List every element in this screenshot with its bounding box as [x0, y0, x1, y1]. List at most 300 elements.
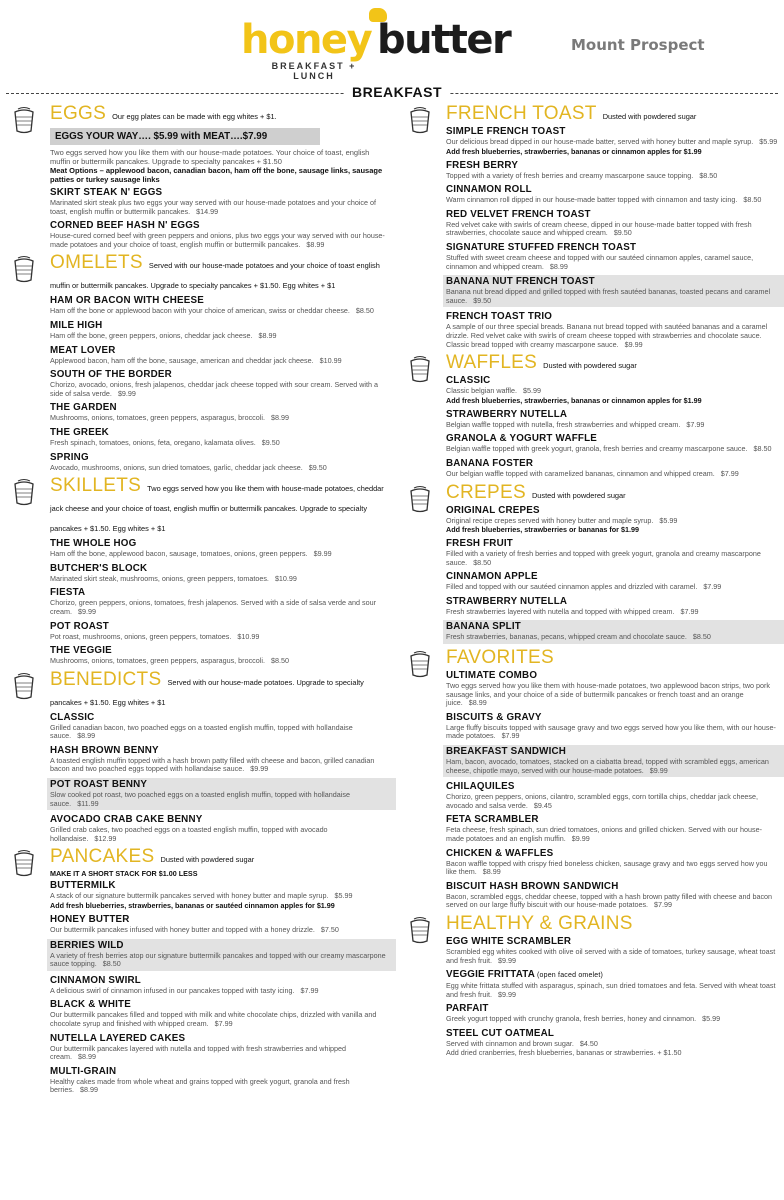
item-description	[446, 608, 778, 617]
section-note: Served with our house-made potatoes and your choice of toast english muffin or buttermilk pancakes. Upgrade to specialty pancakes + $1.50. Egg whites + $1	[50, 261, 380, 291]
item-price: $7.99	[686, 419, 705, 429]
item-description-text: Our belgian waffle topped with caramelized bananas, cinnamon and whipped cream.	[446, 468, 715, 478]
item-price: $8.50	[753, 444, 772, 454]
menu-item	[446, 571, 778, 592]
item-description-text: Our buttermilk pancakes filled and topped with milk and white chocolate chips, drizzled with vanilla and chocolate syrup and finished with whipped cream.	[50, 1010, 377, 1028]
item-description-text: Warm cinnamon roll dipped in our house-made batter topped with cinnamon and tasty icing.	[446, 195, 738, 205]
item-description-text: Banana nut bread dipped and grilled topped with fresh sautéed bananas, toasted pecans and caramel sauce.	[446, 287, 771, 305]
menu-item	[50, 587, 386, 616]
section-header	[50, 253, 386, 294]
item-name-text: BISCUITS & GRAVY	[446, 711, 542, 723]
item-price: $8.99	[79, 1085, 98, 1095]
brand-name-butter: butter	[377, 17, 511, 63]
item-name-text: FIESTA	[50, 587, 86, 599]
section-note: Dusted with powdered sugar	[531, 490, 626, 500]
menu-item	[50, 814, 386, 843]
item-price: $14.99	[196, 206, 219, 216]
menu-item	[50, 538, 386, 559]
right-column	[404, 104, 778, 1061]
item-tag: (open faced omelet)	[537, 972, 604, 980]
item-description	[50, 757, 386, 774]
menu-item	[446, 209, 778, 238]
item-price: $7.99	[501, 731, 520, 741]
section-title: HEALTHY & GRAINS	[446, 912, 633, 934]
item-name-text: HASH BROWN BENNY	[50, 744, 159, 756]
menu-item	[446, 1028, 778, 1057]
item-price: $9.99	[250, 764, 269, 774]
menu-item	[50, 1066, 386, 1095]
item-name-text: BANANA FOSTER	[446, 457, 534, 469]
item-description	[50, 232, 386, 249]
item-description	[446, 172, 778, 181]
section-note: Dusted with powdered sugar	[602, 112, 697, 121]
item-price: $7.99	[720, 468, 739, 478]
item-price: $9.99	[624, 339, 643, 349]
section-benedicts	[8, 670, 386, 844]
item-name-text: SKIRT STEAK N' EGGS	[50, 187, 163, 198]
item-description-text: Large fluffy biscuits topped with sausage gravy and two eggs served how you like them, with our house-made potatoes.	[446, 722, 776, 741]
item-description-text: Scrambled egg whites cooked with olive oil served with a side of tomatoes, turkey sausage, wheat toast and fresh fruit.	[446, 946, 776, 965]
item-addon: Add fresh blueberries, strawberries, bananas or sautéed cinnamon apples for $1.99	[50, 901, 335, 911]
item-description	[446, 387, 778, 396]
item-description-text: Red velvet cake with swirls of cream cheese, dipped in our house-made batter topped with fresh strawberries, chocolate sauce and whipped cream.	[446, 219, 752, 238]
menu-item	[50, 427, 386, 448]
menu-item	[50, 621, 386, 642]
item-description-text: Served with cinnamon and brown sugar.	[446, 1038, 574, 1048]
item-addon: Add fresh blueberries, strawberries or bananas for $1.99	[446, 525, 639, 535]
item-description-text: A variety of fresh berries atop our signature buttermilk pancakes and topped with our creamy mascarpone sauce topping.	[50, 950, 386, 969]
menu-item	[446, 375, 778, 405]
item-description-text: Our buttermilk pancakes infused with honey butter and topped with a honey drizzle.	[50, 925, 315, 935]
item-name-text: VEGGIE FRITTATA	[446, 969, 535, 981]
menu-item	[50, 452, 386, 473]
item-description-text: A toasted english muffin topped with a hash brown patty filled with cheese and bacon, grilled canadian bacon and two poached eggs topped with hollandaise sauce.	[50, 755, 375, 774]
menu-item	[50, 187, 386, 216]
item-description-text: Bacon, scrambled eggs, cheddar cheese, topped with a hash brown patty filled with cheese and bacon served on our large fluffy biscuit with our house-made potatoes.	[446, 891, 773, 910]
item-description	[50, 1011, 386, 1028]
section-title: OMELETS	[50, 252, 143, 274]
item-description-text: Slow cooked pot roast, two poached eggs on a toasted english muffin, topped with hollandaise sauce.	[50, 790, 350, 808]
menu-item	[446, 126, 778, 156]
section-header	[50, 104, 386, 125]
item-name-text: STRAWBERRY NUTELLA	[446, 408, 568, 420]
item-description-text: Topped with a variety of fresh berries and creamy mascarpone sauce topping.	[446, 170, 694, 180]
item-description-text: Belgian waffle topped with nutella, fresh strawberries and whipped cream.	[446, 419, 681, 429]
item-description	[50, 826, 386, 843]
item-price: $8.99	[77, 1052, 96, 1062]
item-description	[50, 307, 386, 316]
item-description	[50, 464, 386, 473]
menu-item	[446, 670, 778, 708]
item-price: $9.50	[261, 437, 280, 447]
item-description	[50, 357, 386, 366]
menu-item	[446, 712, 778, 741]
item-name-text: MILE HIGH	[50, 319, 103, 331]
item-description-text: Greek yogurt topped with crunchy granola, fresh berries, honey and cinnamon.	[446, 1014, 697, 1024]
item-description-text: Belgian waffle topped with greek yogurt, granola, fresh berries and creamy mascarpone sauce.	[446, 444, 748, 454]
menu-item	[443, 745, 784, 777]
item-description-text: Chorizo, green peppers, onions, cilantro, scrambled eggs, corn tortilla chips, cheddar jack cheese, avocado and salsa verde.	[446, 792, 759, 810]
section-description: Two eggs served how you like them with our house-made potatoes. Your choice of toast, english muffin or buttermilk pancakes. Upgrade to specialty pancakes + $1.50	[50, 148, 370, 166]
item-description	[446, 1015, 778, 1024]
menu-cup-icon	[12, 106, 36, 134]
section-note: Our egg plates can be made with egg whites + $1.	[112, 112, 277, 121]
menu-item	[446, 969, 778, 999]
item-description	[50, 550, 386, 559]
menu-header	[0, 0, 784, 92]
item-description	[50, 952, 393, 969]
item-price: $10.99	[237, 631, 260, 641]
item-description-text: Pot roast, mushrooms, onions, green peppers, tomatoes.	[50, 631, 232, 641]
menu-item	[446, 781, 778, 810]
menu-item	[446, 311, 778, 349]
item-name-text: SPRING	[50, 451, 89, 463]
item-name-text: BANANA SPLIT	[446, 621, 521, 633]
menu-item	[446, 160, 778, 181]
item-description-text: Marinated skirt steak plus two eggs your way served with our house-made potatoes and your choice of toast, english muffin or buttermilk pancakes.	[50, 198, 377, 216]
item-price: $7.99	[703, 582, 722, 592]
item-description-text: Fresh strawberries, bananas, pecans, whipped cream and chocolate sauce.	[446, 632, 687, 642]
item-price: $8.50	[699, 170, 718, 180]
item-name-text: FETA SCRAMBLER	[446, 814, 539, 826]
section-note: Served with our house-made potatoes. Upgrade to specialty pancakes + $1.50. Egg whites + $1	[50, 677, 364, 707]
item-description-text: Chorizo, green peppers, onions, tomatoes, fresh jalapenos. Served with a side of salsa verde and sour cream.	[50, 598, 377, 616]
item-name-text: THE VEGGIE	[50, 645, 112, 657]
item-price: $10.99	[319, 355, 342, 365]
menu-item	[50, 563, 386, 584]
item-price: $11.99	[77, 798, 99, 808]
item-description-text: Avocado, mushrooms, onions, sun dried tomatoes, garlic, cheddar jack cheese.	[50, 462, 303, 472]
item-description-text: Classic belgian waffle.	[446, 386, 517, 396]
item-name-text: FRENCH TOAST TRIO	[446, 311, 553, 323]
menu-title: BREAKFAST	[344, 84, 450, 100]
item-name-text: HAM OR BACON WITH CHEESE	[50, 295, 204, 307]
item-name-text: BUTCHER'S BLOCK	[50, 562, 148, 574]
item-name-text: THE GREEK	[50, 426, 109, 438]
menu-item	[446, 848, 778, 877]
menu-item	[50, 295, 386, 316]
item-description-text: Fresh strawberries layered with nutella and topped with whipped cream.	[446, 606, 675, 616]
item-price: $10.99	[274, 573, 297, 583]
item-description-text: Bacon waffle topped with crispy fried boneless chicken, sausage gravy and two eggs served how you like them.	[446, 858, 768, 877]
item-price: $9.50	[613, 228, 632, 238]
item-name-text: CHICKEN & WAFFLES	[446, 847, 554, 859]
section-header	[446, 483, 778, 504]
item-name-text: BERRIES WILD	[50, 939, 124, 951]
item-name-text: CINNAMON ROLL	[446, 184, 532, 196]
item-name-text: FRESH BERRY	[446, 159, 519, 171]
section-header	[446, 914, 778, 935]
menu-item	[50, 880, 386, 910]
section-pancakes	[8, 847, 386, 1095]
item-description-text: Ham off the bone, applewood bacon, sausage, tomatoes, onions, green peppers.	[50, 549, 308, 559]
item-name-text: BANANA NUT FRENCH TOAST	[446, 276, 595, 288]
menu-item	[50, 320, 386, 341]
item-name-text: RED VELVET FRENCH TOAST	[446, 208, 591, 220]
menu-cup-icon	[408, 355, 432, 383]
item-description	[50, 633, 386, 642]
item-description	[446, 221, 778, 238]
section-french-toast	[404, 104, 778, 349]
meat-options: Meat Options – applewood bacon, canadian bacon, ham off the bone, sausage links, sausage patties or turkey sausage links	[50, 166, 383, 184]
menu-item	[446, 1003, 778, 1024]
menu-item	[50, 402, 386, 423]
item-description	[446, 583, 778, 592]
menu-item	[446, 433, 778, 454]
menu-item	[50, 914, 386, 935]
item-description	[446, 138, 778, 147]
menu-cup-icon	[408, 916, 432, 944]
menu-item	[47, 939, 396, 971]
item-description-text: Ham, bacon, avocado, tomatoes, stacked on a ciabatta bread, topped with scrambled eggs, american cheese, chipotle mayo, served with our house-made potatoes.	[446, 757, 769, 775]
item-price: $8.99	[258, 330, 277, 340]
brand-name-honey: honey	[241, 17, 372, 63]
item-description	[50, 1078, 386, 1095]
item-description	[50, 657, 386, 666]
section-omelets	[8, 253, 386, 472]
item-name-text: FRESH FRUIT	[446, 538, 513, 550]
menu-item	[446, 814, 778, 843]
item-price: $5.99	[759, 137, 778, 146]
item-price: $9.50	[473, 295, 492, 305]
menu-cup-icon	[12, 478, 36, 506]
item-description	[50, 892, 386, 901]
item-description	[446, 323, 778, 349]
menu-item	[50, 745, 386, 774]
item-name-text: NUTELLA LAYERED CAKES	[50, 1032, 186, 1044]
item-description-text: Our buttermilk pancakes layered with nutella and topped with fresh strawberries and whipped cream.	[50, 1043, 347, 1062]
item-price: $8.99	[482, 867, 501, 877]
item-description-text: Chorizo, avocado, onions, fresh jalapenos, cheddar jack cheese topped with sour cream. Served with a side of salsa verde.	[50, 380, 379, 398]
menu-cup-icon	[12, 672, 36, 700]
item-description	[50, 987, 386, 996]
menu-cup-icon	[408, 106, 432, 134]
item-description-text: Ham off the bone or applewood bacon with your choice of american, swiss or cheddar cheese.	[50, 306, 350, 316]
item-price: $8.50	[743, 195, 762, 205]
section-header	[50, 476, 386, 537]
item-description	[446, 826, 778, 843]
item-price: $9.50	[308, 462, 327, 472]
section-title: SKILLETS	[50, 475, 142, 497]
item-name-text: CLASSIC	[50, 711, 95, 723]
item-name-text: GRANOLA & YOGURT WAFFLE	[446, 433, 598, 445]
item-description	[446, 254, 778, 271]
menu-item	[50, 645, 386, 666]
item-price: $9.99	[497, 989, 516, 999]
item-description	[446, 421, 778, 430]
menu-item	[446, 936, 778, 965]
item-description-text: Our delicious bread dipped in our house-made batter, served with honey butter and maple syrup.	[446, 137, 754, 146]
item-description-text: Grilled canadian bacon, two poached eggs on a toasted english muffin, topped with hollandaise sauce.	[50, 722, 353, 741]
section-skillets	[8, 476, 386, 666]
item-name-text: ULTIMATE COMBO	[446, 670, 538, 682]
item-price: $4.50	[579, 1038, 598, 1048]
item-description	[446, 860, 778, 877]
section-header	[50, 670, 386, 711]
item-name-text: STRAWBERRY NUTELLA	[446, 595, 568, 607]
item-description-text: Two eggs served how you like them with house-made potatoes, two applewood bacon strips, two pork sausage links, and your choice of a side of buttermilk pancakes or french toast and an orange juice.	[446, 681, 771, 708]
item-price: $7.99	[680, 606, 699, 616]
item-name-text: CHILAQUILES	[446, 781, 515, 793]
item-price: $8.99	[549, 261, 568, 271]
item-name-text: THE GARDEN	[50, 402, 117, 414]
item-description-text: Original recipe crepes served with honey butter and maple syrup.	[446, 515, 654, 525]
brand-logo	[241, 6, 521, 81]
item-name-text: SOUTH OF THE BORDER	[50, 369, 172, 381]
item-price: $8.50	[692, 632, 711, 642]
item-name-text: HONEY BUTTER	[50, 914, 130, 926]
menu-item	[446, 409, 778, 430]
item-name-text: CORNED BEEF HASH N' EGGS	[50, 220, 200, 232]
item-price: $8.99	[77, 731, 96, 741]
item-price: $7.99	[214, 1019, 233, 1028]
item-description	[50, 724, 386, 741]
item-description	[446, 893, 778, 910]
item-description	[50, 575, 386, 584]
item-description	[446, 793, 778, 810]
item-price: $9.99	[77, 606, 96, 616]
item-addon: Add fresh blueberries, strawberries, bananas or cinnamon apples for $1.99	[446, 395, 702, 405]
item-price: $8.50	[102, 959, 121, 969]
item-description-text: A stack of our signature buttermilk pancakes served with honey butter and maple syrup.	[50, 891, 329, 901]
item-name-text: SIMPLE FRENCH TOAST	[446, 126, 566, 137]
section-header	[446, 353, 778, 374]
item-name-text: BLACK & WHITE	[50, 999, 131, 1011]
item-description-text: A sample of our three special breads. Banana nut bread topped with sautéed bananas and a caramel drizzle. Red velvet cake with swirls of cream cheese topped with strawberries and chocolate sauce. Classic bread topped with creamy mascarpone sauce.	[446, 322, 768, 349]
menu-item	[50, 975, 386, 996]
item-price: $8.50	[355, 306, 374, 316]
item-description	[446, 445, 778, 454]
item-price: $8.99	[468, 698, 487, 708]
item-price: $9.99	[649, 765, 668, 775]
section-sub-note: MAKE IT A SHORT STACK FOR $1.00 LESS	[50, 869, 198, 879]
section-waffles	[404, 353, 778, 478]
item-name-text: MULTI-GRAIN	[50, 1065, 117, 1077]
item-addon: Add dried cranberries, fresh blueberries, bananas or strawberries. + $1.50	[446, 1047, 682, 1057]
menu-item	[446, 505, 778, 535]
item-name-text: SIGNATURE STUFFED FRENCH TOAST	[446, 241, 637, 253]
section-favorites	[404, 648, 778, 910]
item-description-text: Healthy cakes made from whole wheat and grains topped with greek yogurt, granola and fresh berries.	[50, 1076, 350, 1095]
menu-item	[443, 275, 784, 307]
location-label: Mount Prospect	[571, 36, 705, 54]
menu-item	[446, 596, 778, 617]
item-name-text: POT ROAST	[50, 620, 109, 632]
item-name-text: EGG WHITE SCRAMBLER	[446, 935, 572, 947]
item-price: $5.99	[702, 1014, 721, 1024]
item-description	[50, 791, 393, 808]
item-description-text: Ham off the bone, green peppers, onions, cheddar jack cheese.	[50, 330, 253, 340]
menu-item	[50, 369, 386, 398]
item-name-text: MEAT LOVER	[50, 344, 116, 356]
item-description	[50, 926, 386, 935]
item-name-text: PARFAIT	[446, 1003, 489, 1015]
item-description-text: Filled and topped with our sautéed cinnamon apples and drizzled with caramel.	[446, 582, 698, 592]
item-description-text: Filled with a variety of fresh berries and topped with greek yogurt, granola and creamy mascarpone sauce.	[446, 549, 761, 567]
item-name-text: CLASSIC	[446, 375, 491, 387]
item-description-text: Egg white frittata stuffed with asparagus, spinach, sun dried tomatoes and feta. Served with wheat toast and fresh fruit.	[446, 981, 776, 999]
item-description-text: Mushrooms, onions, tomatoes, green peppers, asparagus, broccoli.	[50, 656, 265, 666]
item-price: $9.45	[533, 800, 552, 810]
section-crepes	[404, 483, 778, 645]
item-price: $7.50	[320, 925, 339, 935]
item-description-text: Mushrooms, onions, tomatoes, green peppers, asparagus, broccoli.	[50, 413, 265, 423]
section-title: BENEDICTS	[50, 668, 162, 690]
section-header	[50, 847, 386, 868]
section-title: EGGS	[50, 103, 107, 124]
item-name-text: CINNAMON SWIRL	[50, 974, 141, 986]
menu-item	[446, 184, 778, 205]
menu-item	[47, 778, 396, 810]
item-description	[446, 724, 778, 741]
item-description-text: Stuffed with sweet cream cheese and topped with our sautéed cinnamon apples, caramel sauce, cinnamon and whipped cream.	[446, 252, 754, 271]
item-description	[50, 199, 386, 216]
menu-item	[443, 620, 784, 644]
item-description	[446, 982, 778, 999]
item-description-text: House-cured corned beef with green peppers and onions, plus two eggs your way served with our house-made potatoes and your choice of toast, english muffin or buttermilk pancakes.	[50, 231, 385, 249]
item-price: $7.99	[300, 985, 319, 995]
item-description	[446, 517, 778, 526]
brand-tagline: BREAKFAST + LUNCH	[271, 61, 357, 81]
item-price: $5.99	[659, 515, 678, 525]
section-note: Dusted with powdered sugar	[160, 855, 255, 865]
item-price: $9.99	[497, 955, 516, 965]
item-addon: Add fresh blueberries, strawberries, bananas or cinnamon apples for $1.99	[446, 146, 702, 156]
section-title: FRENCH TOAST	[446, 103, 597, 124]
item-description	[50, 414, 386, 423]
section-header	[446, 648, 778, 669]
item-price: $5.99	[334, 891, 353, 901]
menu-cup-icon	[12, 849, 36, 877]
section-title: PANCAKES	[50, 846, 155, 868]
item-name-text: STEEL CUT OATMEAL	[446, 1027, 555, 1039]
item-name-text: BISCUIT HASH BROWN SANDWICH	[446, 880, 619, 892]
item-description	[446, 758, 784, 775]
item-price: $9.99	[571, 834, 590, 843]
item-description-text: A delicious swirl of cinnamon infused in our pancakes topped with tasty icing.	[50, 985, 295, 995]
item-price: $8.50	[473, 557, 492, 567]
menu-item	[446, 242, 778, 271]
menu-item	[50, 999, 386, 1028]
item-description	[446, 633, 784, 642]
section-title: WAFFLES	[446, 352, 538, 374]
menu-cup-icon	[408, 485, 432, 513]
menu-item	[446, 538, 778, 567]
section-title: FAVORITES	[446, 647, 554, 669]
item-description	[50, 599, 386, 616]
menu-item	[446, 881, 778, 910]
section-note: Two eggs served how you like them with house-made potatoes, cheddar jack cheese and your choice of toast, english muffin or buttermilk pancakes. Upgrade to specialty pancakes + $1.50. Egg whites + $1	[50, 484, 384, 534]
item-name-text: THE WHOLE HOG	[50, 538, 137, 550]
section-title: CREPES	[446, 481, 526, 503]
menu-item	[446, 458, 778, 479]
item-description-text: Marinated skirt steak, mushrooms, onions, green peppers, tomatoes.	[50, 573, 269, 583]
menu-cup-icon	[408, 650, 432, 678]
section-note: Dusted with powdered sugar	[543, 361, 637, 371]
item-description	[446, 550, 778, 567]
menu-item	[50, 712, 386, 741]
item-name-text: BREAKFAST SANDWICH	[446, 746, 567, 758]
item-price: $9.99	[117, 388, 136, 398]
item-price: $5.99	[522, 386, 541, 396]
item-price: $9.99	[313, 549, 332, 559]
item-price: $8.99	[270, 413, 289, 423]
item-description	[50, 332, 386, 341]
item-name-text: POT ROAST BENNY	[50, 779, 148, 791]
menu-item	[50, 345, 386, 366]
item-description	[50, 1045, 386, 1062]
section-header	[446, 104, 778, 125]
